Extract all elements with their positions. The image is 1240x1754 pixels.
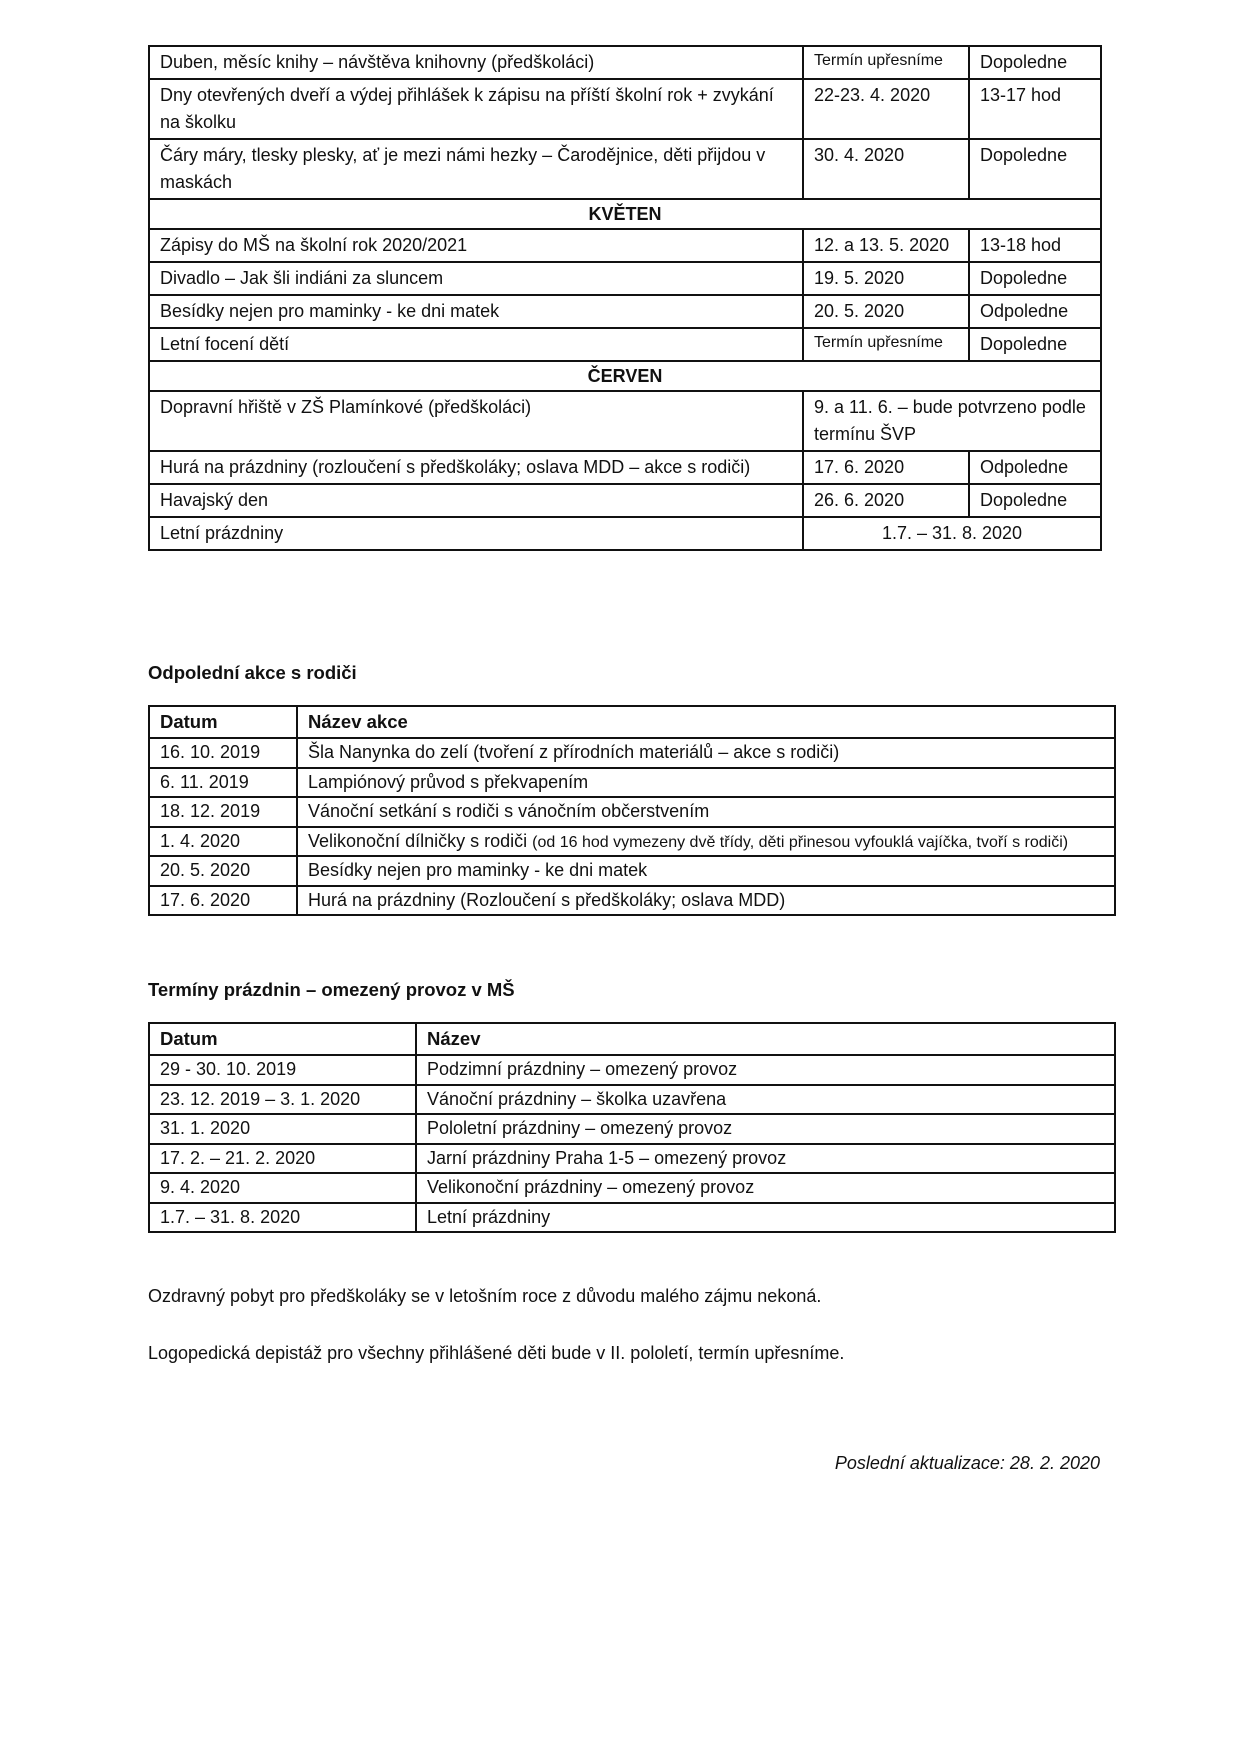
table-row bbox=[149, 1085, 1115, 1115]
name-cell: Podzimní prázdniny – omezený provoz bbox=[416, 1055, 1115, 1085]
table-row bbox=[149, 1055, 1115, 1085]
time-cell: Dopoledne bbox=[969, 262, 1101, 295]
time-cell: Dopoledne bbox=[969, 484, 1101, 517]
table-row bbox=[149, 79, 1101, 139]
time-cell: Odpoledne bbox=[969, 451, 1101, 484]
name-cell: Pololetní prázdniny – omezený provoz bbox=[416, 1114, 1115, 1144]
month-header-may: KVĚTEN bbox=[149, 199, 1101, 229]
event-cell: Havajský den bbox=[149, 484, 803, 517]
event-cell: Duben, měsíc knihy – návštěva knihovny (předškoláci) bbox=[149, 46, 803, 79]
date-cell: Termín upřesníme bbox=[803, 46, 969, 79]
date-cell: 17. 6. 2020 bbox=[803, 451, 969, 484]
name-cell: Šla Nanynka do zelí (tvoření z přírodních materiálů – akce s rodiči) bbox=[297, 738, 1115, 768]
event-cell: Dopravní hřiště v ZŠ Plamínkové (předškoláci) bbox=[149, 391, 803, 451]
table-row bbox=[149, 827, 1115, 857]
date-time-cell: 1.7. – 31. 8. 2020 bbox=[803, 517, 1101, 550]
date-cell: 20. 5. 2020 bbox=[149, 856, 297, 886]
date-cell: 9. 4. 2020 bbox=[149, 1173, 416, 1203]
name-cell: Hurá na prázdniny (Rozloučení s předškoláky; oslava MDD) bbox=[297, 886, 1115, 916]
event-cell: Besídky nejen pro maminky - ke dni matek bbox=[149, 295, 803, 328]
table-row bbox=[149, 856, 1115, 886]
date-time-cell: 9. a 11. 6. – bude potvrzeno podle termínu ŠVP bbox=[803, 391, 1101, 451]
event-cell: Letní focení dětí bbox=[149, 328, 803, 361]
table-row bbox=[149, 451, 1101, 484]
holidays-table bbox=[148, 1022, 1116, 1233]
time-cell: Odpoledne bbox=[969, 295, 1101, 328]
date-cell: 26. 6. 2020 bbox=[803, 484, 969, 517]
event-cell: Čáry máry, tlesky plesky, ať je mezi námi hezky – Čarodějnice, děti přijdou v maskách bbox=[149, 139, 803, 199]
table-row bbox=[149, 1173, 1115, 1203]
time-cell: Dopoledne bbox=[969, 139, 1101, 199]
date-cell: 17. 6. 2020 bbox=[149, 886, 297, 916]
date-cell: 20. 5. 2020 bbox=[803, 295, 969, 328]
time-cell: Dopoledne bbox=[969, 328, 1101, 361]
time-cell: 13-18 hod bbox=[969, 229, 1101, 262]
table-row bbox=[149, 46, 1101, 79]
column-header-name: Název akce bbox=[297, 706, 1115, 738]
date-cell: 17. 2. – 21. 2. 2020 bbox=[149, 1144, 416, 1174]
note-paragraph-stay: Ozdravný pobyt pro předškoláky se v letošním roce z důvodu malého zájmu nekoná. bbox=[148, 1286, 822, 1306]
section-title-afternoon: Odpolední akce s rodiči bbox=[148, 662, 357, 683]
table-row bbox=[149, 262, 1101, 295]
column-header-date: Datum bbox=[149, 706, 297, 738]
table-row bbox=[149, 391, 1101, 451]
table-header-row bbox=[149, 706, 1115, 738]
table-row bbox=[149, 229, 1101, 262]
month-header-row bbox=[149, 199, 1101, 229]
table-row bbox=[149, 328, 1101, 361]
last-update-text: Poslední aktualizace: 28. 2. 2020 bbox=[834, 1453, 1100, 1473]
event-cell: Zápisy do MŠ na školní rok 2020/2021 bbox=[149, 229, 803, 262]
event-note: (od 16 hod vymezeny dvě třídy, děti přinesou vyfouklá vajíčka, tvoří s rodiči) bbox=[532, 833, 1069, 851]
column-header-date: Datum bbox=[149, 1023, 416, 1055]
table-row bbox=[149, 1144, 1115, 1174]
table-row bbox=[149, 1203, 1115, 1233]
name-cell: Vánoční setkání s rodiči s vánočním občerstvením bbox=[297, 797, 1115, 827]
date-cell: 22-23. 4. 2020 bbox=[803, 79, 969, 139]
afternoon-events-table bbox=[148, 705, 1116, 916]
date-cell: 31. 1. 2020 bbox=[149, 1114, 416, 1144]
table-row bbox=[149, 738, 1115, 768]
table-row bbox=[149, 1114, 1115, 1144]
month-header-row bbox=[149, 361, 1101, 391]
event-name: Velikonoční dílničky s rodiči bbox=[308, 830, 528, 851]
date-cell: 1. 4. 2020 bbox=[149, 827, 297, 857]
date-cell: 29 - 30. 10. 2019 bbox=[149, 1055, 416, 1085]
table-row bbox=[149, 139, 1101, 199]
date-cell: 18. 12. 2019 bbox=[149, 797, 297, 827]
event-cell: Dny otevřených dveří a výdej přihlášek k zápisu na příští školní rok + zvykání na školku bbox=[149, 79, 803, 139]
date-cell: 16. 10. 2019 bbox=[149, 738, 297, 768]
column-header-name: Název bbox=[416, 1023, 1115, 1055]
note-paragraph-speech-therapy: Logopedická depistáž pro všechny přihlášené děti bude v II. pololetí, termín upřesníme. bbox=[148, 1343, 845, 1363]
table-row bbox=[149, 517, 1101, 550]
event-cell: Hurá na prázdniny (rozloučení s předškoláky; oslava MDD – akce s rodiči) bbox=[149, 451, 803, 484]
event-cell: Divadlo – Jak šli indiáni za sluncem bbox=[149, 262, 803, 295]
table-row bbox=[149, 797, 1115, 827]
event-cell: Letní prázdniny bbox=[149, 517, 803, 550]
month-header-june: ČERVEN bbox=[149, 361, 1101, 391]
date-cell: 6. 11. 2019 bbox=[149, 768, 297, 798]
table-row bbox=[149, 768, 1115, 798]
name-cell: Velikonoční prázdniny – omezený provoz bbox=[416, 1173, 1115, 1203]
section-title-holidays: Termíny prázdnin – omezený provoz v MŠ bbox=[148, 979, 515, 1000]
name-cell: Vánoční prázdniny – školka uzavřena bbox=[416, 1085, 1115, 1115]
schedule-table bbox=[148, 45, 1102, 551]
table-header-row bbox=[149, 1023, 1115, 1055]
time-cell: Dopoledne bbox=[969, 46, 1101, 79]
date-cell: 30. 4. 2020 bbox=[803, 139, 969, 199]
table-row bbox=[149, 295, 1101, 328]
date-cell: Termín upřesníme bbox=[803, 328, 969, 361]
date-cell: 23. 12. 2019 – 3. 1. 2020 bbox=[149, 1085, 416, 1115]
table-row bbox=[149, 886, 1115, 916]
date-cell: 12. a 13. 5. 2020 bbox=[803, 229, 969, 262]
name-cell: Jarní prázdniny Praha 1-5 – omezený provoz bbox=[416, 1144, 1115, 1174]
table-row bbox=[149, 484, 1101, 517]
date-cell: 19. 5. 2020 bbox=[803, 262, 969, 295]
date-cell: 1.7. – 31. 8. 2020 bbox=[149, 1203, 416, 1233]
name-cell: Lampiónový průvod s překvapením bbox=[297, 768, 1115, 798]
name-cell: Besídky nejen pro maminky - ke dni matek bbox=[297, 856, 1115, 886]
name-cell: Letní prázdniny bbox=[416, 1203, 1115, 1233]
time-cell: 13-17 hod bbox=[969, 79, 1101, 139]
name-cell bbox=[297, 827, 1115, 857]
